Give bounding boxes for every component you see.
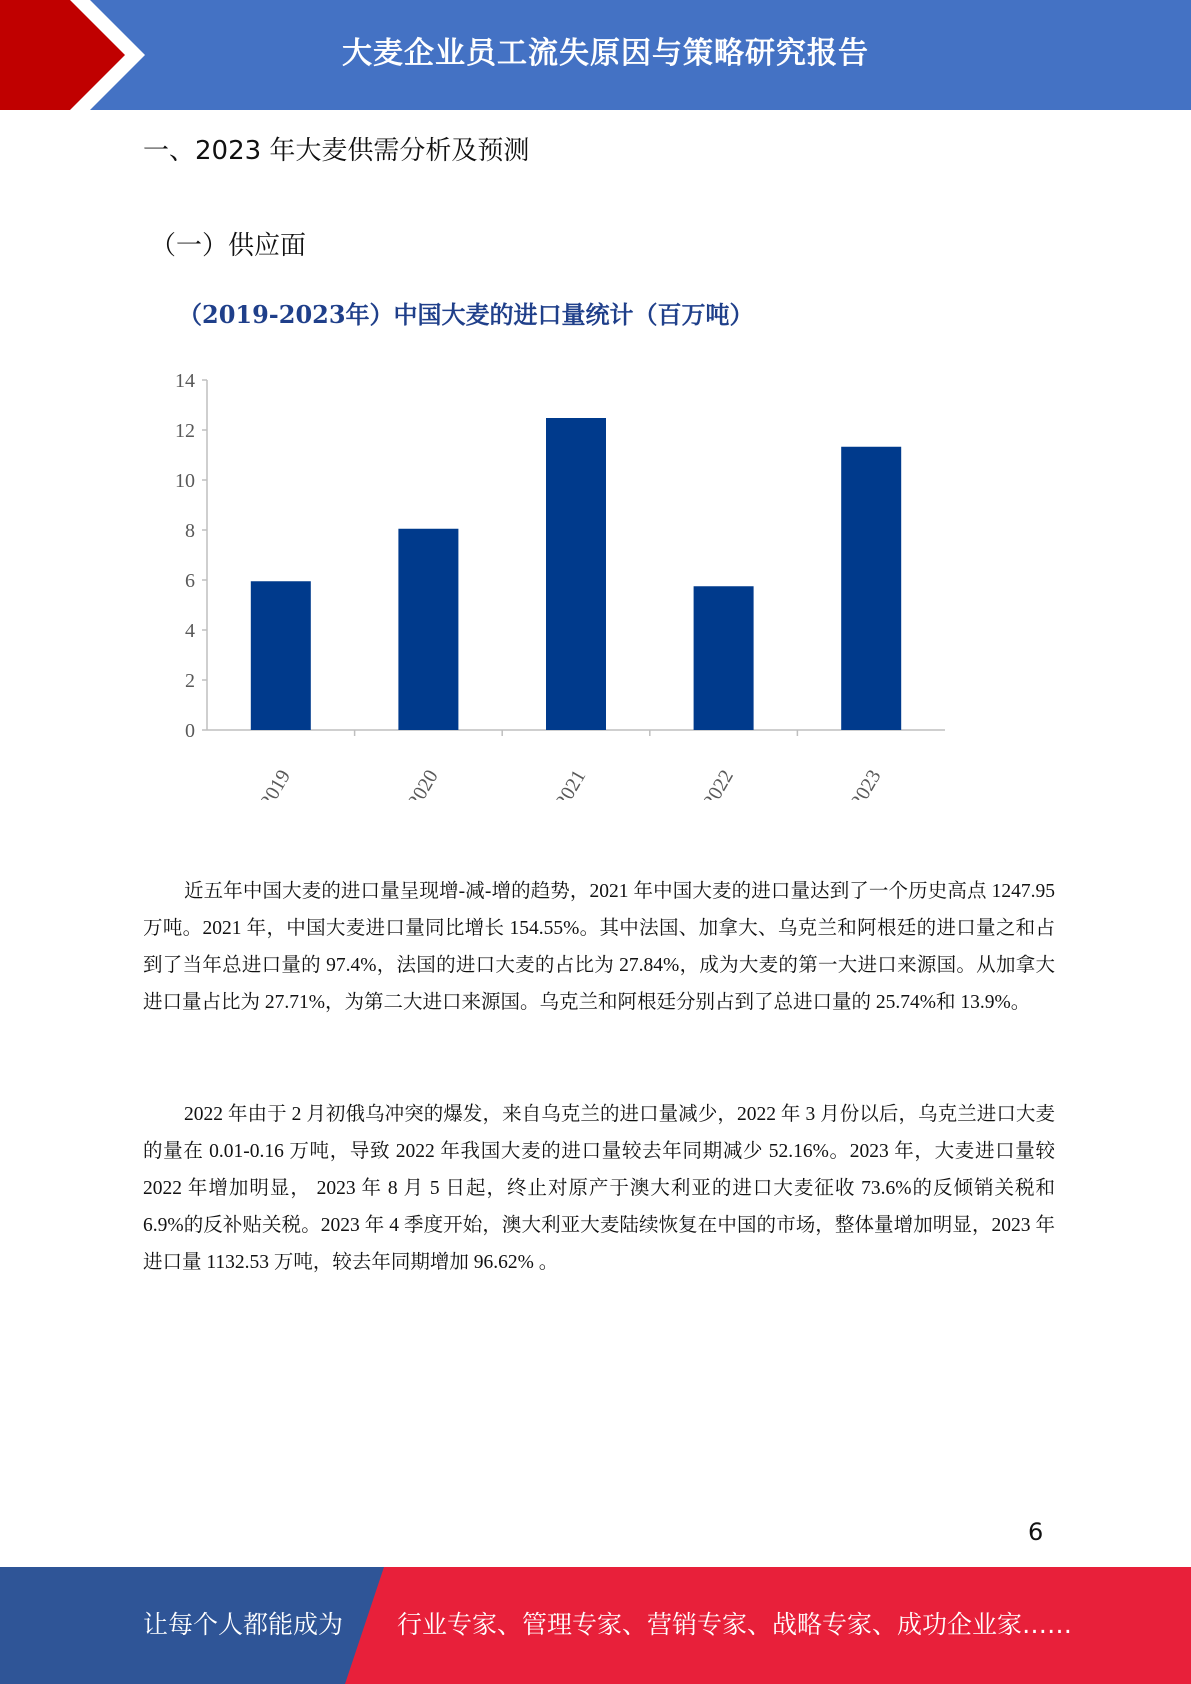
footer-slogan-left: 让每个人都能成为	[143, 1610, 344, 1639]
y-tick-label: 10	[175, 470, 195, 492]
page-number: 6	[1028, 1518, 1044, 1546]
paragraph-2022-2023: 2022 年由于 2 月初俄乌冲突的爆发，来自乌克兰的进口量减少，2022 年 3 月份以后，乌克兰进口大麦的量在 0.01-0.16 万吨，导致 2022 年我国大麦的进口量较去年同期减少 52.16%。2023 年，大麦进口量较 2022 年增加明显， 2023 年 8 月 5 日起，终止对原产于澳大利亚的进口大麦征收 73.6%的反倾销关税和 6.9%的反补贴关税。2023 年 4 季度开始，澳大利亚大麦陆续恢复在中国的市场，整体量增加明显，2023 年进口量 1132.53 万吨，较去年同期增加 96.62% 。	[143, 1104, 1055, 1273]
footer-banner	[0, 1567, 1191, 1684]
chart-title: （2019-2023年）中国大麦的进口量统计（百万吨）	[178, 300, 754, 329]
y-tick-label: 6	[185, 570, 195, 592]
bar-2022	[694, 586, 754, 730]
y-tick-label: 8	[185, 520, 195, 542]
document-title: 大麦企业员工流失原因与策略研究报告	[342, 36, 869, 71]
header-banner	[0, 0, 1191, 112]
bar-2023	[841, 447, 901, 730]
y-tick-label: 14	[175, 370, 195, 392]
import-volume-chart	[150, 350, 950, 804]
x-tick-label: 2021	[551, 766, 591, 800]
y-tick-label: 2	[185, 670, 195, 692]
y-tick-label: 12	[175, 420, 195, 442]
x-tick-label: 2019	[256, 766, 296, 800]
bar-2020	[398, 529, 458, 730]
chart-canvas	[150, 350, 950, 800]
subsection-heading: （一）供应面	[150, 231, 307, 261]
bar-2021	[546, 418, 606, 730]
paragraph-import-trend: 近五年中国大麦的进口量呈现增-减-增的趋势，2021 年中国大麦的进口量达到了一个历史高点 1247.95 万吨。2021 年，中国大麦进口量同比增长 154.55%。其中法国、加拿大、乌克兰和阿根廷的进口量之和占到了当年总进口量的 97.4%，法国的进口大麦的占比为 27.84%，成为大麦的第一大进口来源国。从加拿大进口量占比为 27.71%，为第二大进口来源国。乌克兰和阿根廷分别占到了总进口量的 25.74%和 13.9%。	[143, 881, 1055, 1013]
x-tick-label: 2023	[846, 766, 886, 800]
y-tick-label: 0	[185, 720, 195, 742]
x-tick-label: 2022	[698, 766, 738, 800]
y-tick-label: 4	[185, 620, 195, 642]
footer-slogan-right: 行业专家、管理专家、营销专家、战略专家、成功企业家……	[397, 1610, 1073, 1639]
x-tick-label: 2020	[403, 766, 443, 800]
section-heading: 一、2023 年大麦供需分析及预测	[143, 136, 530, 166]
bar-2019	[251, 581, 311, 730]
